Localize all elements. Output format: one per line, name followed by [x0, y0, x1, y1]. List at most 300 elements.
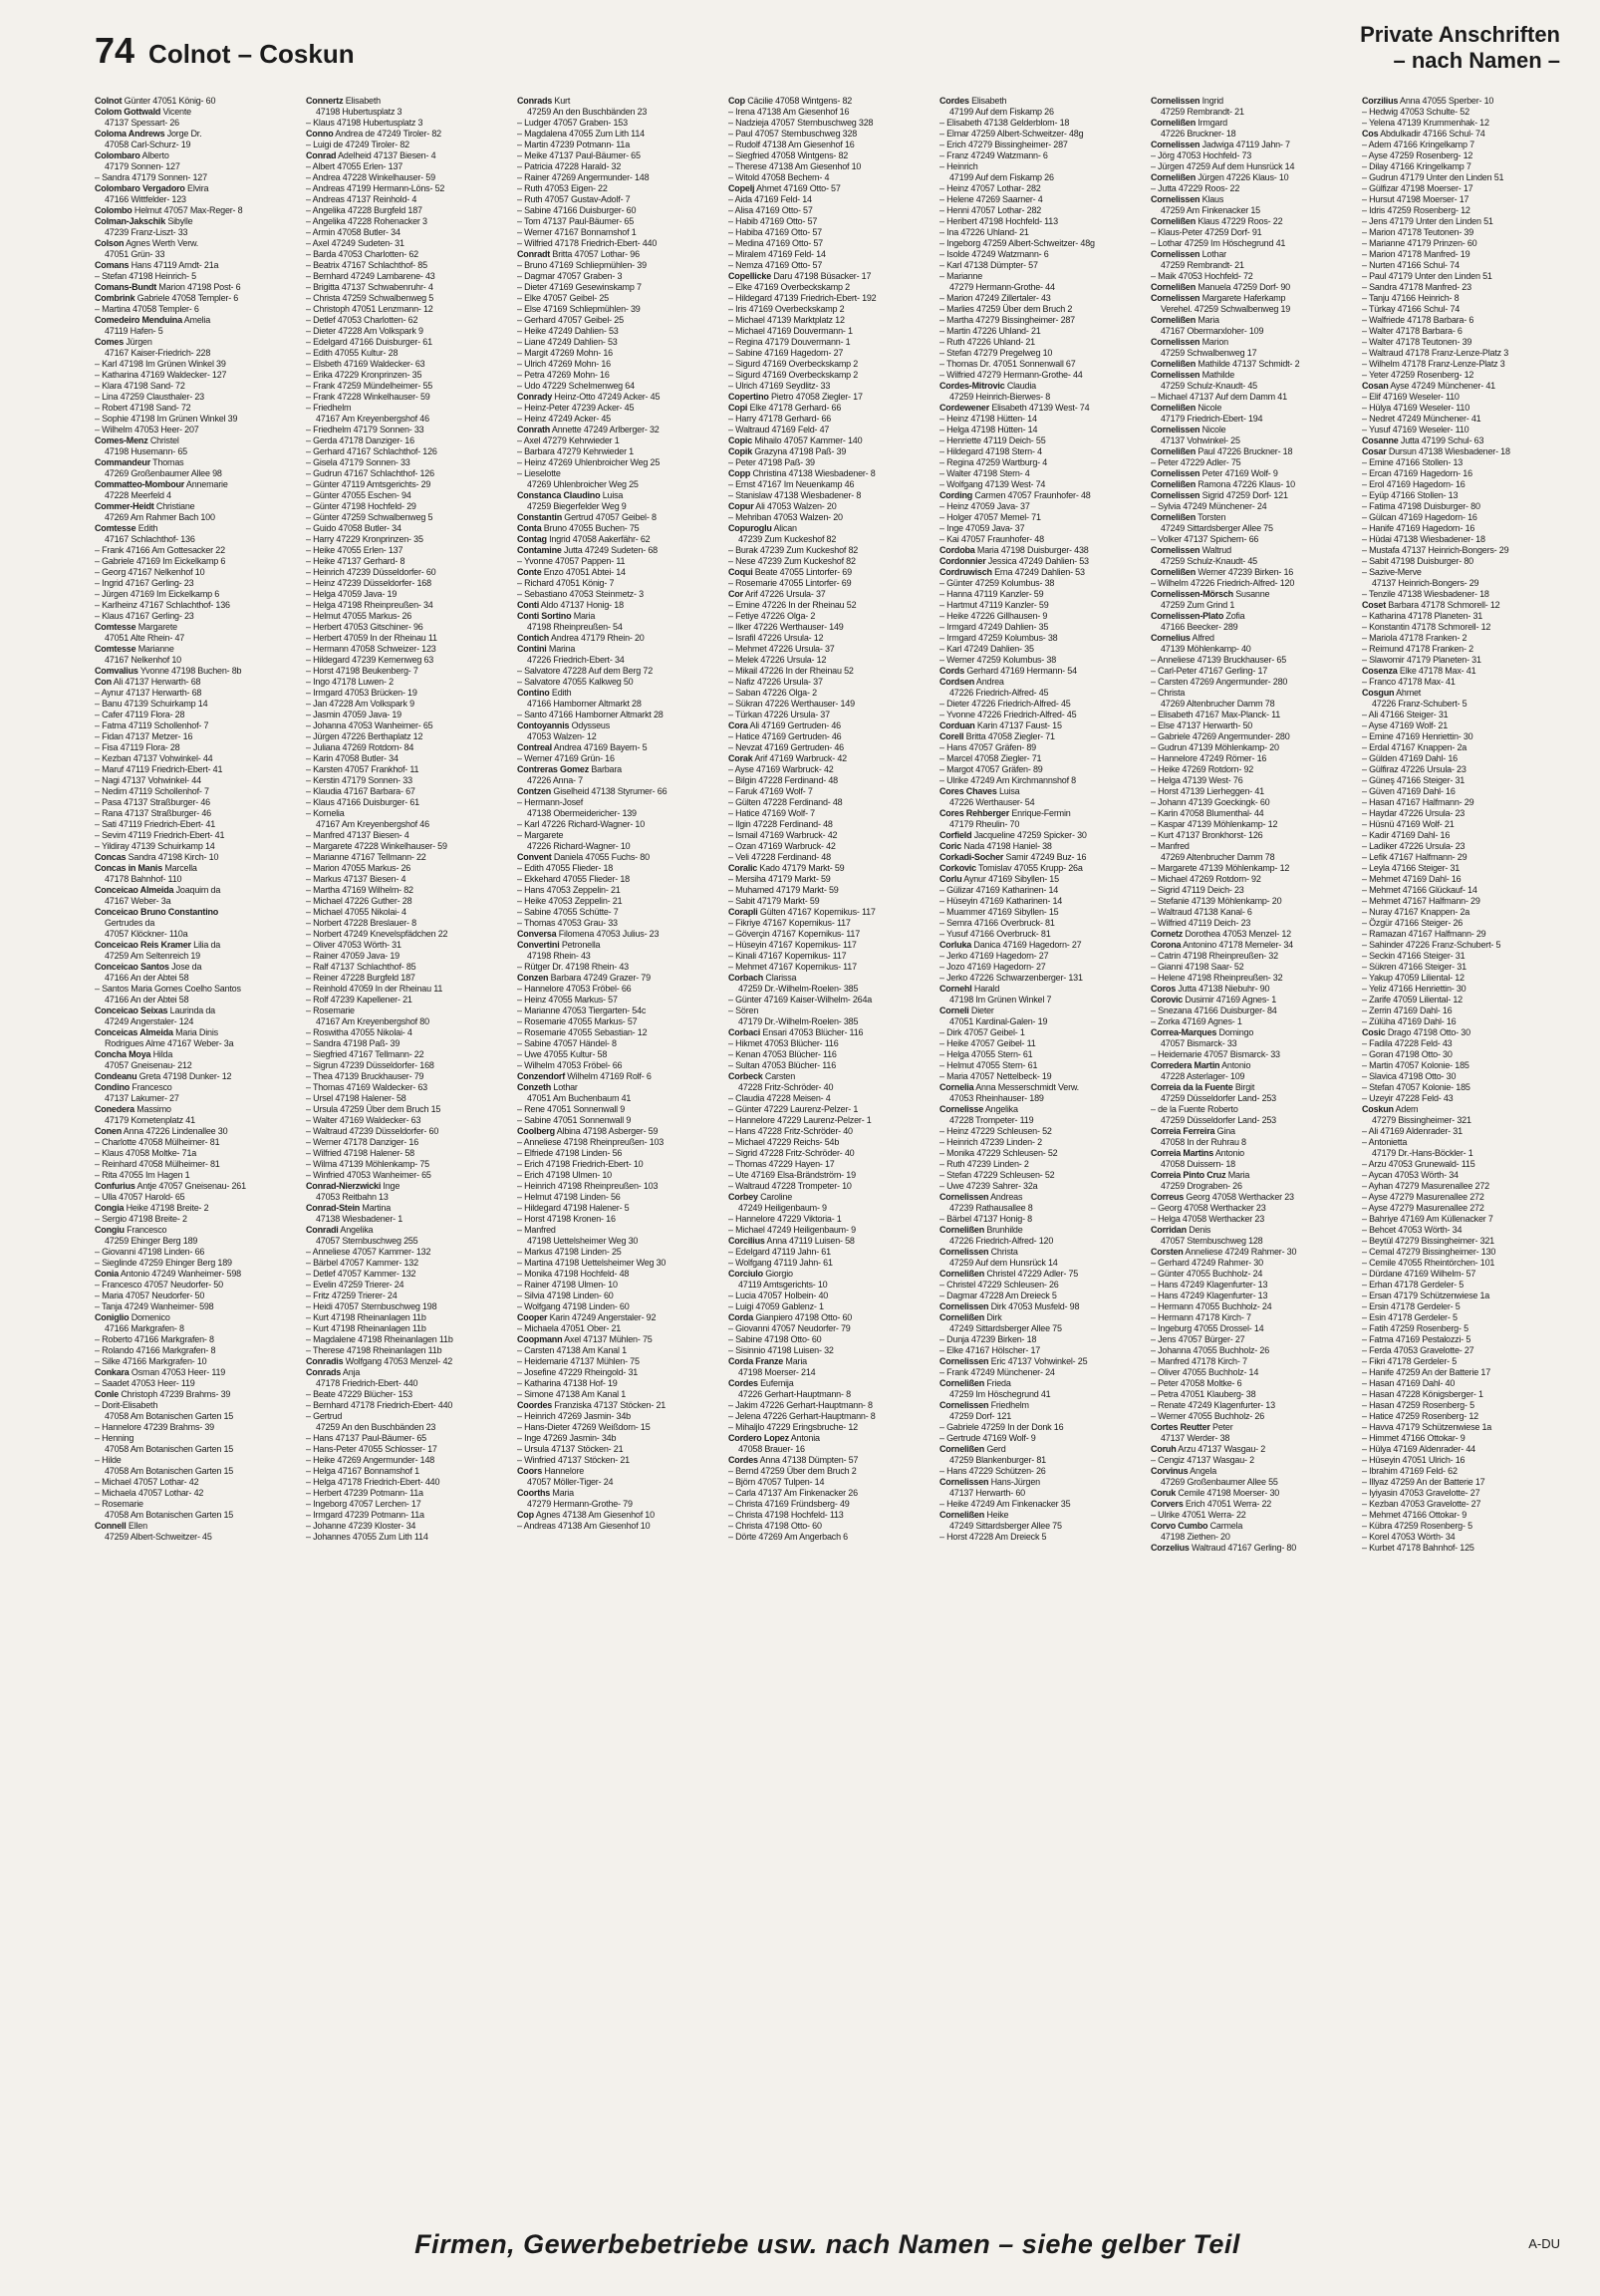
entry-text: Denis [1186, 1225, 1211, 1235]
entry-surname: Contich [517, 633, 550, 643]
entry-text: – Hasan 47167 Halfmann- 29 [1362, 797, 1474, 807]
entry-text: – Irena 47138 Am Giesenhof 16 [728, 107, 850, 117]
directory-entry [728, 1389, 933, 1400]
directory-entry [1362, 951, 1567, 962]
directory-entry [1151, 1422, 1356, 1433]
directory-entry [95, 370, 300, 381]
page-heading [95, 30, 355, 72]
directory-entry [306, 293, 511, 304]
directory-entry [95, 1488, 300, 1499]
entry-text: – Ismail 47169 Warbruck- 42 [728, 830, 838, 840]
directory-entry [1362, 1049, 1567, 1060]
directory-entry [1151, 501, 1356, 512]
directory-entry [517, 1433, 722, 1444]
directory-entry [95, 490, 300, 501]
directory-column [728, 96, 933, 2183]
entry-text: – Carla 47137 Am Finkenacker 26 [728, 1488, 858, 1498]
entry-text: – Jürgen 47169 Im Eickelkamp 6 [95, 589, 220, 599]
entry-surname: Conte [517, 567, 542, 577]
entry-text: – Ute 47169 Elsa-Brändström- 19 [728, 1170, 856, 1180]
directory-entry [728, 205, 933, 216]
directory-entry [517, 1510, 722, 1521]
directory-entry [1151, 1411, 1356, 1422]
directory-entry [306, 150, 511, 161]
directory-entry [728, 1258, 933, 1269]
entry-text: Luisa [996, 786, 1020, 796]
entry-text: – Yvonne 47226 Friedrich-Alfred- 45 [939, 710, 1077, 719]
directory-entry [517, 1521, 722, 1532]
entry-text: – Sultan 47053 Blücher- 116 [728, 1060, 837, 1070]
directory-entry [1362, 1181, 1567, 1192]
entry-text: – Marianne 47179 Prinzen- 60 [1362, 238, 1477, 248]
directory-entry [728, 107, 933, 118]
entry-text: Dieter [968, 1005, 994, 1015]
entry-text: Dirk 47053 Musfeld- 98 [988, 1301, 1080, 1311]
directory-entry [939, 337, 1145, 348]
directory-column [517, 96, 722, 2183]
directory-entry [939, 841, 1145, 852]
directory-entry [939, 688, 1145, 699]
directory-entry [95, 556, 300, 567]
entry-text: Daniela 47055 Fuchs- 80 [551, 852, 650, 862]
entry-address: 47166 An der Abtei 58 [105, 995, 189, 1004]
directory-entry [95, 962, 300, 973]
footer-note: Firmen, Gewerbebetriebe usw. nach Namen – siehe gelber Teil [414, 2228, 1240, 2259]
directory-entry [728, 633, 933, 644]
entry-text: Osman 47053 Heer- 119 [129, 1367, 226, 1377]
directory-entry [1151, 1510, 1356, 1521]
entry-address: 47057 Klöckner- 110a [105, 929, 188, 939]
entry-text: – Hans 47137 Paul-Bäumer- 65 [306, 1433, 426, 1443]
directory-entry [1362, 326, 1567, 337]
directory-entry [306, 282, 511, 293]
entry-text: – Marion 47055 Markus- 26 [306, 863, 411, 873]
entry-text: – Liane 47249 Dahlien- 53 [517, 337, 618, 347]
entry-text: – Reimund 47178 Franken- 2 [1362, 644, 1473, 654]
entry-text: – Angelika 47228 Burgfeld 187 [306, 205, 422, 215]
directory-entry [95, 1115, 300, 1126]
entry-address: 47198 Im Grünen Winkel 7 [949, 995, 1052, 1004]
entry-text: Amelia [181, 315, 211, 325]
entry-text: – Mehriban 47053 Walzen- 20 [728, 512, 843, 522]
entry-text: – Sabine 47166 Duisburger- 60 [517, 205, 637, 215]
directory-entry [306, 885, 511, 896]
directory-entry [517, 468, 722, 479]
directory-entry [728, 1334, 933, 1345]
entry-text: – Thea 47139 Bruckhauser- 79 [306, 1071, 424, 1081]
entry-text: – Gudrun 47179 Unter den Linden 51 [1362, 172, 1504, 182]
directory-entry [517, 425, 722, 435]
entry-text: – Fikriye 47167 Kopernikus- 117 [728, 918, 851, 928]
directory-entry [939, 1203, 1145, 1214]
entry-surname: Conceicao Seixas [95, 1005, 168, 1015]
directory-entry [728, 161, 933, 172]
directory-entry [1151, 304, 1356, 315]
directory-entry [939, 644, 1145, 655]
entry-text: Antonio [1213, 1148, 1244, 1158]
directory-entry [1362, 720, 1567, 731]
directory-entry [939, 403, 1145, 414]
entry-text: – Petra 47269 Mohn- 16 [517, 370, 610, 380]
entry-text: Carmela [1207, 1521, 1243, 1531]
entry-text: – Claudia 47228 Meisen- 4 [728, 1093, 831, 1103]
directory-entry [728, 370, 933, 381]
entry-surname: Cordes [939, 96, 969, 106]
entry-text: – Wilhelm 47053 Heer- 207 [95, 425, 199, 434]
directory-entry [1151, 315, 1356, 326]
entry-surname: Cornelissen [939, 1477, 989, 1487]
directory-entry [728, 1236, 933, 1247]
entry-text: – Mersiha 47179 Markt- 59 [728, 874, 831, 884]
entry-text: – Karin 47058 Butler- 34 [306, 753, 399, 763]
entry-surname: Conkara [95, 1367, 130, 1377]
directory-entry [939, 1400, 1145, 1411]
entry-text: – Elke 47169 Overbeckskamp 2 [728, 282, 850, 292]
entry-surname: Cores Rehberger [939, 808, 1010, 818]
entry-surname: Cordes [728, 1378, 758, 1388]
directory-entry [728, 995, 933, 1005]
directory-entry [939, 1269, 1145, 1280]
directory-entry [728, 1532, 933, 1543]
entry-text: Elisabeth [968, 96, 1007, 106]
directory-entry [728, 1126, 933, 1137]
entry-text: – Helmut 47055 Markus- 26 [306, 611, 412, 621]
entry-text: – Himmet 47166 Ottokar- 9 [1362, 1433, 1466, 1443]
directory-entry [728, 523, 933, 534]
directory-entry [939, 951, 1145, 962]
entry-text: Agnes 47138 Am Giesenhof 10 [533, 1510, 655, 1520]
directory-entry [95, 622, 300, 633]
entry-text: Claudia [1004, 381, 1036, 391]
directory-entry [306, 1214, 511, 1225]
entry-text: – Arzu 47053 Grunewald- 115 [1362, 1159, 1475, 1169]
directory-entry [95, 1378, 300, 1389]
directory-entry [1362, 688, 1567, 699]
directory-entry [95, 1532, 300, 1543]
entry-address: 47179 Dr.-Wilhelm-Roelen- 385 [738, 1016, 859, 1026]
entry-text: – Regina 47179 Douvermann- 1 [728, 337, 851, 347]
entry-text: Marianne [135, 644, 174, 654]
entry-text: – Ingo 47178 Luwen- 2 [306, 677, 394, 687]
entry-text: – Hüseyin 47051 Ulrich- 16 [1362, 1455, 1466, 1465]
entry-text: – Luigi de 47249 Tiroler- 82 [306, 140, 409, 149]
entry-address: 47228 Trompeter- 119 [949, 1115, 1034, 1125]
entry-text: – Günter 47259 Kolumbus- 38 [939, 578, 1055, 588]
directory-entry [306, 348, 511, 359]
directory-entry [306, 534, 511, 545]
directory-entry [95, 337, 300, 348]
entry-text: – Uwe 47239 Sahrer- 32a [939, 1181, 1038, 1191]
directory-entry [1362, 1280, 1567, 1291]
directory-entry [939, 479, 1145, 490]
directory-entry [728, 1444, 933, 1455]
entry-text: – Hatice 47169 Gertruden- 46 [728, 731, 842, 741]
directory-entry [1151, 348, 1356, 359]
directory-entry [1151, 940, 1356, 951]
directory-entry [517, 819, 722, 830]
directory-entry [728, 1367, 933, 1378]
directory-entry [1151, 107, 1356, 118]
directory-entry [939, 830, 1145, 841]
directory-entry [95, 1060, 300, 1071]
entry-surname: Cornelissen [939, 1247, 989, 1257]
entry-text: Werner 47239 Birken- 16 [1196, 567, 1294, 577]
entry-text: – Yeliz 47166 Henriettin- 30 [1362, 984, 1467, 994]
entry-text: – Ursula 47259 Über dem Bruch 15 [306, 1104, 441, 1114]
directory-entry [95, 644, 300, 655]
entry-address: 47259 Auf dem Hunsrück 14 [949, 1258, 1058, 1268]
entry-text: Gertrud 47057 Geibel- 8 [562, 512, 657, 522]
entry-text: Barbara 47249 Grazer- 79 [548, 973, 651, 983]
entry-address: 47259 Biegerfelder Weg 9 [527, 501, 627, 511]
entry-surname: Copelj [728, 183, 755, 193]
directory-entry [1362, 249, 1567, 260]
directory-entry [517, 107, 722, 118]
entry-text: Massimo [133, 1104, 171, 1114]
entry-text: – Therese 47138 Am Giesenhof 10 [728, 161, 862, 171]
directory-entry [1362, 797, 1567, 808]
directory-entry [306, 249, 511, 260]
directory-entry [517, 567, 722, 578]
directory-entry [95, 1104, 300, 1115]
entry-text: Edith [549, 688, 572, 698]
directory-entry [1362, 1104, 1567, 1115]
entry-text: – Patricia 47228 Harald- 32 [517, 161, 622, 171]
entry-surname: Confurius [95, 1181, 135, 1191]
directory-entry [1151, 1433, 1356, 1444]
directory-entry [728, 315, 933, 326]
directory-entry [1362, 1005, 1567, 1016]
directory-entry [306, 1269, 511, 1280]
entry-surname: Coopmann [517, 1334, 563, 1344]
directory-entry [95, 995, 300, 1005]
entry-address: 47167 Weber- 3a [105, 896, 171, 906]
entry-surname: Cosenza [1362, 666, 1398, 676]
directory-entry [1362, 929, 1567, 940]
directory-entry [306, 523, 511, 534]
entry-text: – Hermann 47178 Kirch- 7 [1151, 1312, 1251, 1322]
directory-entry [939, 1247, 1145, 1258]
entry-text: – Fadila 47228 Feld- 43 [1362, 1038, 1453, 1048]
entry-surname: Commer-Heidt [95, 501, 154, 511]
entry-text: – Mehmet 47166 Ottokar- 9 [1362, 1510, 1467, 1520]
entry-text: Bruno 47055 Buchen- 75 [541, 523, 640, 533]
directory-entry [1362, 1400, 1567, 1411]
directory-entry [1362, 227, 1567, 238]
entry-text: – Manfred 47178 Kirch- 7 [1151, 1356, 1247, 1366]
directory-entry [1362, 1301, 1567, 1312]
entry-text: Nicole [1200, 425, 1226, 434]
entry-text: – Miralem 47169 Feld- 14 [728, 249, 826, 259]
entry-text: – Zülüha 47169 Dahl- 16 [1362, 1016, 1457, 1026]
entry-text: – Jörg 47053 Hochfeld- 73 [1151, 150, 1252, 160]
entry-text: – Friedhelm 47179 Sonnen- 33 [306, 425, 424, 434]
directory-entry [306, 951, 511, 962]
directory-entry [1151, 326, 1356, 337]
entry-text: – Stefanie 47139 Möhlenkamp- 20 [1151, 896, 1282, 906]
entry-text: – Ernst 47167 Im Neuenkamp 46 [728, 479, 855, 489]
entry-text: – Norbert 47249 Knevelspfädchen 22 [306, 929, 448, 939]
entry-text: Adem [1393, 1104, 1419, 1114]
directory-entry [517, 929, 722, 940]
entry-text: – Jasmin 47059 Java- 19 [306, 710, 401, 719]
directory-entry [517, 1499, 722, 1510]
directory-entry [517, 688, 722, 699]
directory-entry [306, 140, 511, 150]
entry-text: – Ulrike 47249 Am Kirchmannshof 8 [939, 775, 1076, 785]
directory-entry [95, 1433, 300, 1444]
directory-entry [1151, 118, 1356, 129]
entry-text: Axel 47137 Mühlen- 75 [562, 1334, 653, 1344]
directory-entry [1362, 1345, 1567, 1356]
entry-text: – Rana 47137 Straßburger- 46 [95, 808, 211, 818]
directory-entry [939, 457, 1145, 468]
directory-entry [95, 1203, 300, 1214]
entry-surname: Conzeth [517, 1082, 552, 1092]
entry-surname: Constantin [517, 512, 562, 522]
entry-text: Heike 47198 Breite- 2 [124, 1203, 209, 1213]
directory-entry [517, 326, 722, 337]
entry-text: Mathilde [1200, 370, 1235, 380]
entry-text: – Horst 47228 Am Dreieck 5 [939, 1532, 1047, 1542]
directory-entry [728, 183, 933, 194]
directory-entry [728, 118, 933, 129]
directory-entry [728, 1455, 933, 1466]
directory-entry [1362, 501, 1567, 512]
entry-text: Britta 47058 Ziegler- 71 [963, 731, 1055, 741]
directory-entry [728, 1345, 933, 1356]
directory-entry [1151, 205, 1356, 216]
directory-entry [939, 304, 1145, 315]
directory-entry [517, 1323, 722, 1334]
entry-address: 47137 Lakumer- 27 [105, 1093, 179, 1103]
entry-text: – Waltraud 47138 Kanal- 6 [1151, 907, 1252, 917]
directory-entry [939, 666, 1145, 677]
directory-entry [728, 1005, 933, 1016]
directory-entry [1362, 194, 1567, 205]
directory-entry [95, 1016, 300, 1027]
entry-text: – Saadet 47053 Heer- 119 [95, 1378, 195, 1388]
entry-surname: Coskun [1362, 1104, 1394, 1114]
entry-text: – Nemza 47169 Otto- 57 [728, 260, 823, 270]
entry-text: – Evelin 47259 Trierer- 24 [306, 1280, 404, 1290]
directory-entry [1151, 96, 1356, 107]
entry-address: 47058 In der Ruhrau 8 [1161, 1137, 1246, 1147]
directory-entry [517, 304, 722, 315]
directory-column [95, 96, 300, 2183]
directory-entry [1151, 1455, 1356, 1466]
directory-entry [939, 227, 1145, 238]
directory-entry [95, 403, 300, 414]
directory-entry [1151, 556, 1356, 567]
directory-entry [517, 1192, 722, 1203]
entry-text: – Tom 47137 Paul-Bäumer- 65 [517, 216, 635, 226]
entry-text: Harald [971, 984, 1000, 994]
entry-surname: Correia Martins [1151, 1148, 1214, 1158]
entry-text: – Michael 47269 Rotdorn- 92 [1151, 874, 1261, 884]
directory-entry [728, 830, 933, 841]
directory-entry [306, 227, 511, 238]
entry-address: 47226 Friedrich-Alfred- 120 [949, 1236, 1054, 1246]
entry-text: – Bruno 47169 Schliepmühlen- 39 [517, 260, 647, 270]
directory-entry [939, 1499, 1145, 1510]
directory-entry [517, 753, 722, 764]
directory-entry [517, 118, 722, 129]
directory-entry [306, 1367, 511, 1378]
entry-text: Lilia da [190, 940, 221, 950]
entry-text: Ingrid 47058 Aakerfähr- 62 [546, 534, 651, 544]
directory-entry [939, 863, 1145, 874]
directory-entry [517, 1137, 722, 1148]
entry-text: Antonio 47249 Wanheimer- 598 [119, 1269, 241, 1279]
entry-text: Annette 47249 Arlberger- 32 [550, 425, 660, 434]
directory-entry [1362, 1389, 1567, 1400]
directory-entry [728, 1378, 933, 1389]
directory-entry [95, 96, 300, 107]
entry-surname: Cornelissen [1151, 545, 1200, 555]
directory-entry [95, 348, 300, 359]
page-header [95, 22, 1560, 88]
directory-entry [1362, 161, 1567, 172]
directory-entry [728, 238, 933, 249]
directory-entry [517, 896, 722, 907]
entry-surname: Coralic [728, 863, 758, 873]
directory-entry [95, 1477, 300, 1488]
entry-text: – Ibrahim 47169 Feld- 62 [1362, 1466, 1458, 1476]
directory-entry [306, 161, 511, 172]
directory-entry [939, 622, 1145, 633]
entry-surname: Cordonnier [939, 556, 986, 566]
entry-text: – Ayse 47169 Wolf- 21 [1362, 720, 1449, 730]
directory-entry [1151, 907, 1356, 918]
entry-text: Franziska 47137 Stöcken- 21 [552, 1400, 667, 1410]
directory-entry [95, 227, 300, 238]
entry-text: – Heike 47055 Erlen- 137 [306, 545, 403, 555]
directory-entry [1151, 984, 1356, 995]
directory-entry [517, 271, 722, 282]
directory-entry [1362, 1433, 1567, 1444]
directory-entry [1362, 589, 1567, 600]
directory-entry [306, 710, 511, 720]
directory-entry [517, 150, 722, 161]
entry-text: Barbara [589, 764, 622, 774]
entry-text: Jorge Dr. [164, 129, 202, 139]
entry-text: – Silke 47166 Markgrafen- 10 [95, 1356, 207, 1366]
directory-entry [1151, 1247, 1356, 1258]
entry-text: – Jan 47228 Am Volkspark 9 [306, 699, 414, 709]
entry-text: – Magdalene 47198 Rheinanlagen 11b [306, 1334, 453, 1344]
entry-text: Gerhard 47169 Hermann- 54 [964, 666, 1077, 676]
directory-entry [728, 337, 933, 348]
entry-text: – Hans 47229 Schützen- 26 [939, 1466, 1046, 1476]
directory-entry [728, 227, 933, 238]
directory-entry [1151, 666, 1356, 677]
directory-column [939, 96, 1145, 2183]
entry-surname: Connertz [306, 96, 344, 106]
directory-entry [939, 1280, 1145, 1291]
directory-entry [939, 918, 1145, 929]
entry-surname: Cornelissen [939, 1400, 989, 1410]
directory-entry [517, 140, 722, 150]
directory-entry [728, 1214, 933, 1225]
entry-text: – Ladiker 47226 Ursula- 23 [1362, 841, 1466, 851]
entry-text: – Martha 47279 Bissingheimer- 287 [939, 315, 1075, 325]
entry-text: – Dunja 47239 Birken- 18 [939, 1334, 1037, 1344]
entry-text: – Dirk 47057 Geibel- 1 [939, 1027, 1025, 1037]
entry-address: 47058 Am Botanischen Garten 15 [105, 1444, 234, 1454]
entry-text: – Johanna 47053 Wanheimer- 65 [306, 720, 433, 730]
directory-entry [517, 1269, 722, 1280]
